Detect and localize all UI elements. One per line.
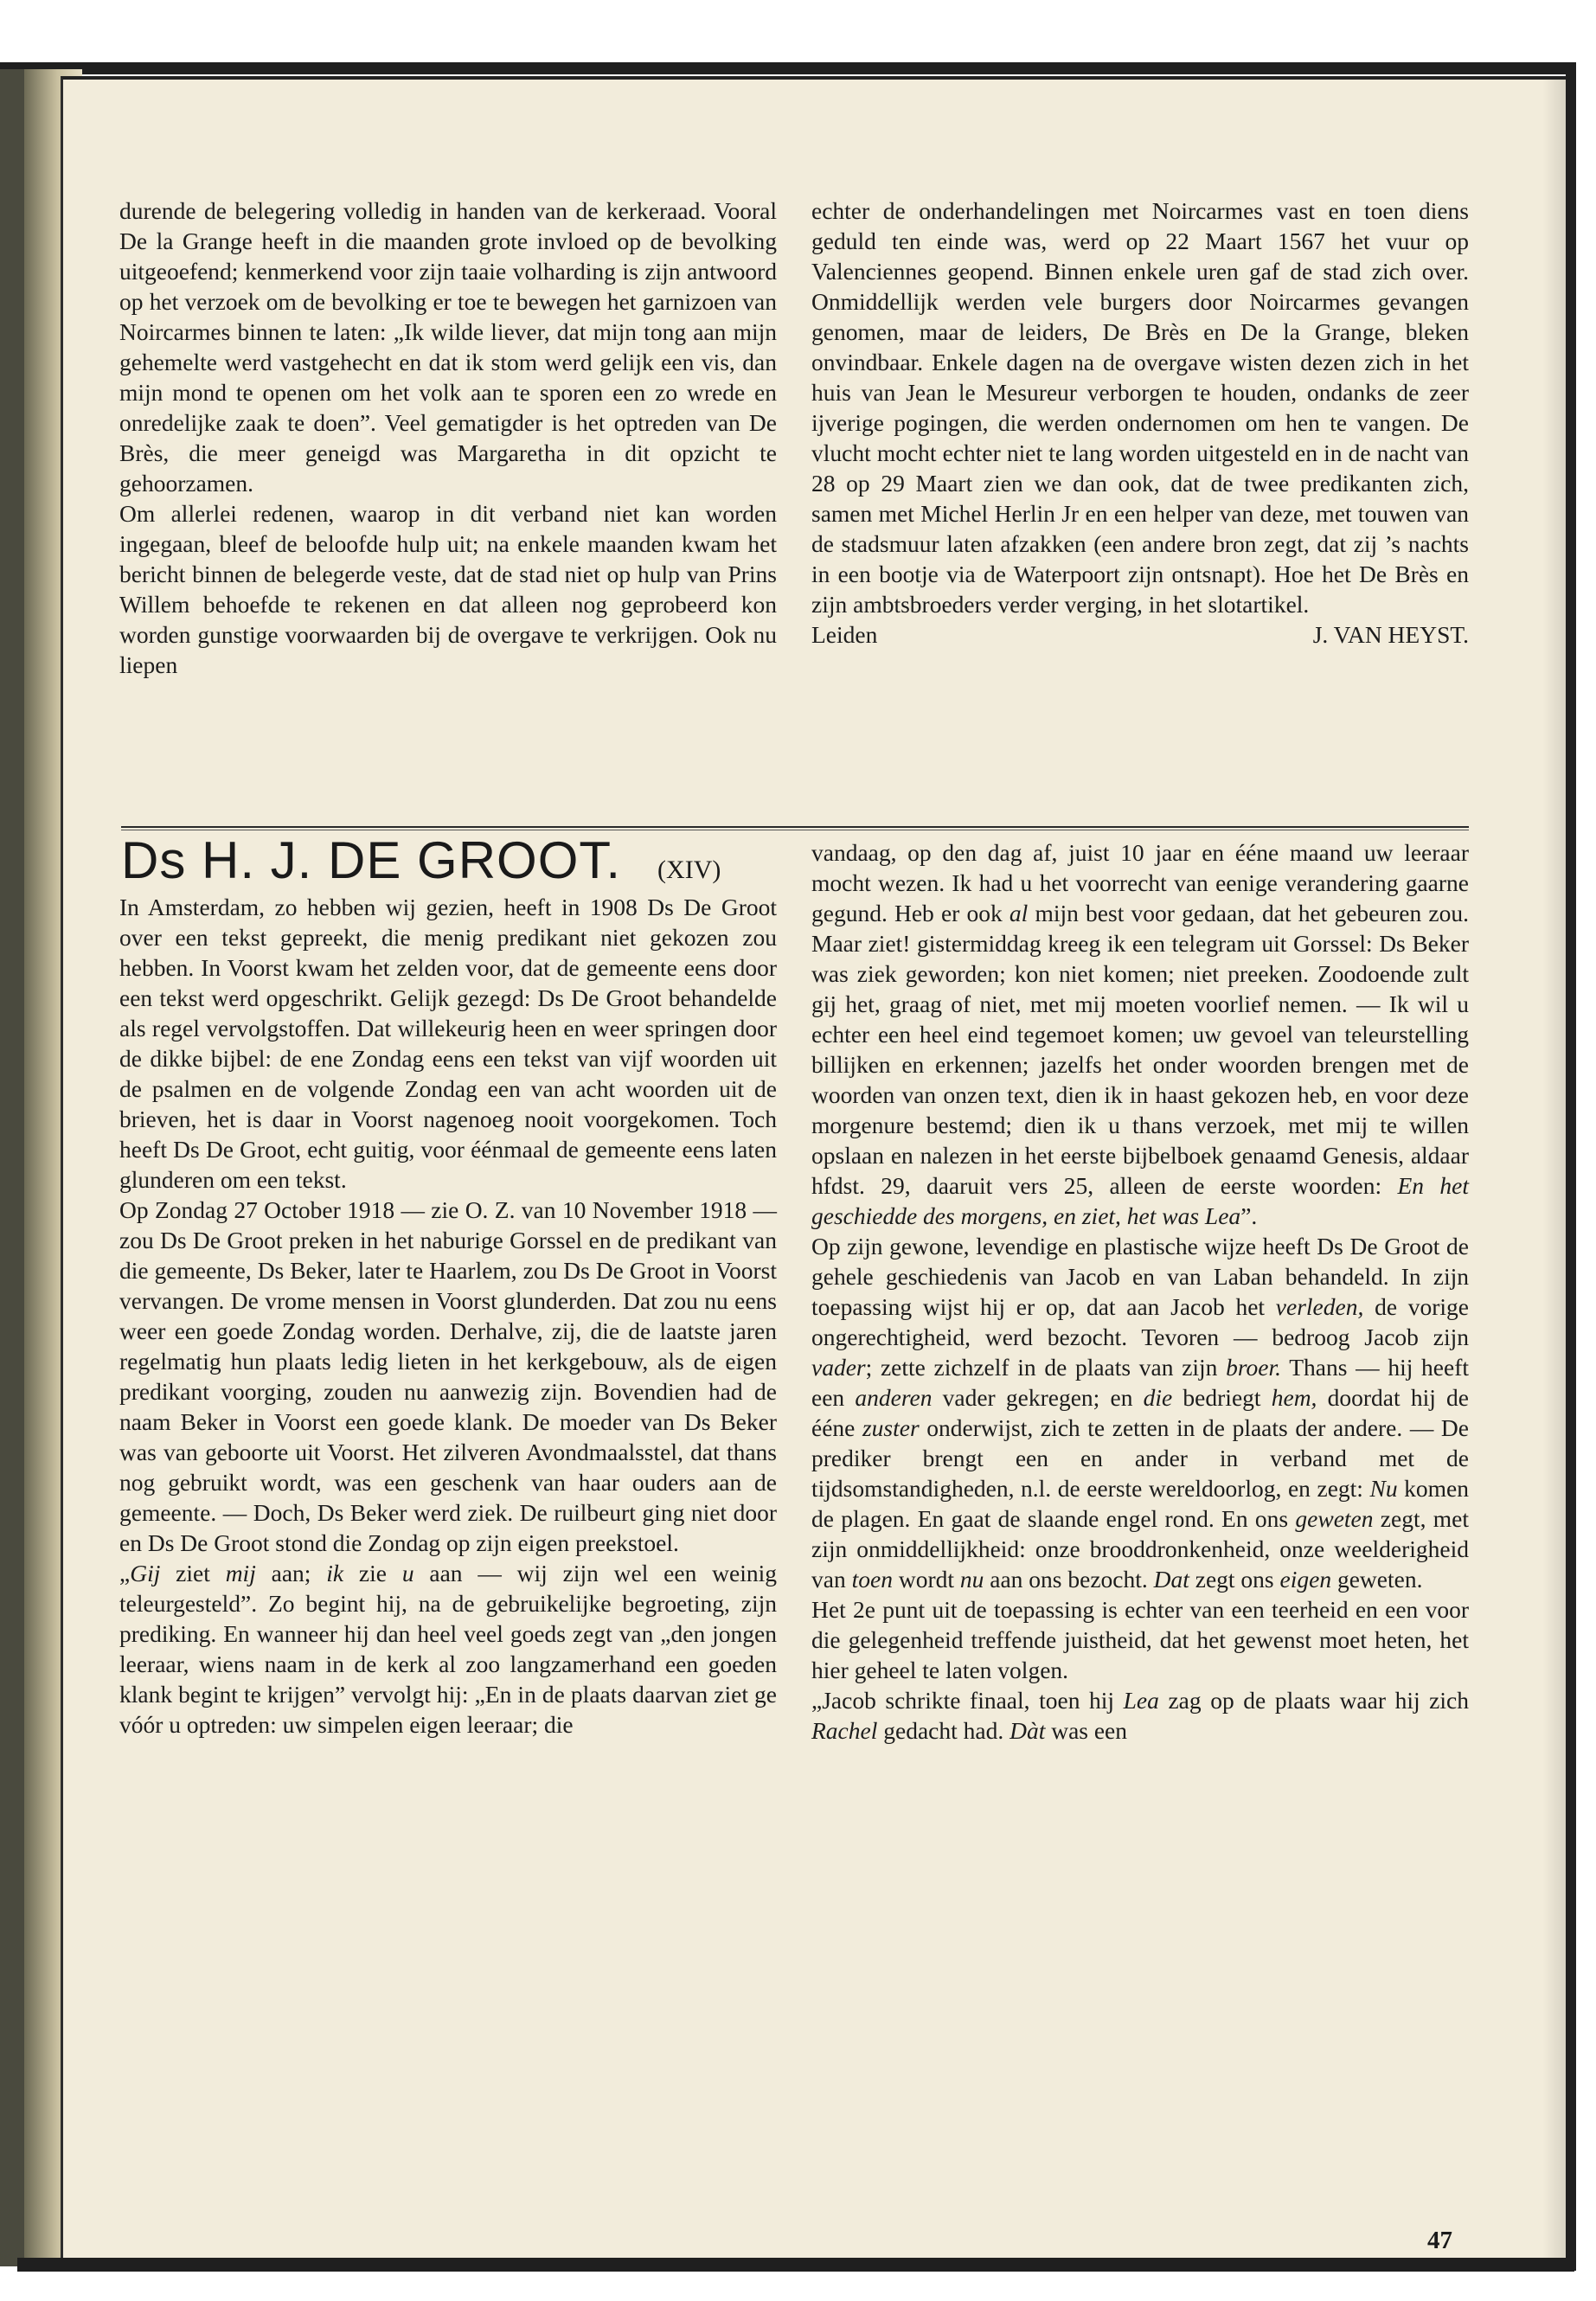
text-run: zegt ons: [1189, 1566, 1280, 1593]
italic-text: mij: [225, 1560, 256, 1586]
prev-article-left-column: [119, 195, 777, 680]
text-run: „: [119, 1560, 131, 1586]
text-run: aan ons bezocht.: [984, 1566, 1154, 1593]
text-run: was een: [1045, 1717, 1128, 1744]
signature-author: J. VAN HEYST.: [1312, 621, 1469, 648]
text-run: mijn best voor gedaan, dat het gebeuren zou. Maar ziet! gistermiddag kreeg ik een telegram uit Gorssel: Ds Beker was ziek geworden; kon niet komen; niet preeken. Zoodoende zult gij het, graag of niet, met mij moeten voorlief nemen. — Ik wil u echter een heel eind tegemoet komen; uw gevoel van teleurstelling billijken en erkennen; jazelfs het onder woorden brengen met de woorden van onzen text, dien ik in haast gekozen heb, en voor deze morgenure bestemd; dien ik u thans verzoek, met mij te willen opslaan en nalezen in het eerste bijbelboek genaamd Genesis, aldaar hfdst. 29, daaruit vers 25, alleen de eerste woorden:: [811, 900, 1469, 1199]
italic-text: Nu: [1369, 1475, 1398, 1502]
italic-text: u: [401, 1560, 414, 1586]
article-title-main: Ds H. J. DE GROOT.: [121, 831, 622, 889]
text-run: vader gekregen; en: [932, 1384, 1144, 1411]
article-part-number: (XIV): [657, 856, 721, 884]
text-run: vandaag, op den dag af, juist 10 jaar en éénе maand uw leeraar mocht wezen. Ik had u het voorrecht van eenige verandering gaarne gegund. Heb er ook: [811, 839, 1469, 926]
section-divider: [121, 826, 1469, 828]
text-run: aan;: [255, 1560, 327, 1586]
italic-text: geweten: [1295, 1505, 1374, 1532]
paragraph: [811, 837, 1469, 1231]
paragraph: [811, 1685, 1469, 1746]
text-run: Thans — hij heeft een: [811, 1354, 1470, 1411]
signature-place: Leiden: [811, 621, 878, 648]
text-run: onderwijst, zich te zetten in de plaats der andere. — De prediker brengt een en ander in verband met de tijdsomstandigheden, n.l. de eerste wereldoorlog, en zegt:: [811, 1414, 1469, 1502]
article-left-column: [119, 892, 777, 1740]
article-title: [121, 830, 787, 891]
text-run: ; zette zichzelf in de plaats van zijn: [865, 1354, 1227, 1381]
italic-text: Rachel: [811, 1717, 878, 1744]
text-run: komen de plagen. En gaat de slaande engel rond. En ons: [811, 1475, 1469, 1532]
italic-text: anderen: [855, 1384, 933, 1411]
text-run: doordat hij de éénе: [811, 1384, 1469, 1441]
prev-article-right-column: [811, 195, 1469, 650]
text-run: bedriegt: [1172, 1384, 1272, 1411]
text-run: zie: [343, 1560, 402, 1586]
paragraph: Om allerlei redenen, waarop in dit verband niet kan worden ingegaan, bleef de beloofde hulp uit; na enkele maanden kwam het bericht binnen de belegerde veste, dat de stad niet op hulp van Prins Willem behoefde te rekenen en dat alleen nog geprobeerd kon worden gunstige voorwaarden bij de overgave te verkrijgen. Ook nu liepen: [119, 500, 777, 678]
book-cover-edge: [0, 69, 24, 2266]
book-frame-right: [1566, 65, 1576, 2271]
text-run: wordt: [892, 1566, 960, 1593]
italic-text: nu: [959, 1566, 984, 1593]
paragraph: Het 2e punt uit de toepassing is echter van een teerheid en een voor die gelegenheid treffende juistheid, dat het gewenst moet heten, het hier geheel te laten volgen.: [811, 1596, 1469, 1683]
text-run: Op zijn gewone, levendige en plastische wijze heeft Ds De Groot de gehele geschiedenis van Jacob en van Laban behandeld. In zijn toepassing wijst hij er op, dat aan Jacob het: [811, 1233, 1469, 1320]
italic-text: Dàt: [1010, 1717, 1046, 1744]
italic-text: eigen: [1279, 1566, 1332, 1593]
article-right-column: [811, 837, 1469, 1746]
italic-text: En het geschiedde des morgens, en ziet, het was Lea: [811, 1172, 1469, 1229]
book-frame-bottom: [17, 2258, 1574, 2272]
italic-text: hem,: [1271, 1384, 1317, 1411]
paragraph: [811, 1231, 1469, 1594]
paragraph: echter de onderhandelingen met Noircarmes vast en toen diens geduld ten einde was, werd op 22 Maart 1567 het vuur op Valenciennes geopend. Binnen enkele uren gaf de stad zich over. Onmiddellijk werden vele burgers door Noircarmes gevangen genomen, maar de leiders, De Brès en De la Grange, bleken onvindbaar. Enkele dagen na de overgave wisten dezen zich in het huis van Jean le Mesureur verborgen te houden, ondanks de zeer ijverige pogingen, die werden ondernomen om hen te vangen. De vlucht mocht echter niet te lang worden uitgesteld en in de nacht van 28 op 29 Maart zien we dan ook, dat de twee predikanten zich, samen met Michel Herlin Jr en een helper van deze, met touwen van de stadsmuur laten afzakken (een andere bron zegt, dat zij ’s nachts in een bootje via de Waterpoort zijn ontsnapt). Hoe het De Brès en zijn ambtsbroeders verder verging, in het slotartikel.: [811, 197, 1469, 618]
text-run: gedacht had.: [877, 1717, 1010, 1744]
page-shadow: [1542, 80, 1568, 2264]
italic-text: verleden,: [1275, 1293, 1364, 1320]
text-run: ziet: [160, 1560, 226, 1586]
paragraph: [119, 1558, 777, 1740]
paragraph: durende de belegering volledig in handen van de kerkeraad. Vooral De la Grange heeft in die maanden grote invloed op de bevolking uitgeoefend; kenmerkend voor zijn taaie volharding is zijn antwoord op het verzoek om de bevolking er toe te bewegen het garnizoen van Noircarmes binnen te laten: „Ik wilde liever, dat mijn tong aan mijn gehemelte werd vastgehecht en dat ik stom werd gelijk een vis, dan mijn mond te openen om het volk aan te sporen een zo wrede en onredelijke zaak te doen”. Veel gematigder is het optreden van De Brès, die meer geneigd was Margaretha in dit opzicht te gehoorzamen.: [119, 197, 777, 497]
italic-text: Dat: [1153, 1566, 1189, 1593]
italic-text: toen: [851, 1566, 893, 1593]
text-run: zag op de plaats waar hij zich: [1158, 1687, 1469, 1714]
paragraph: Op Zondag 27 October 1918 — zie O. Z. van 10 November 1918 — zou Ds De Groot preken in het naburige Gorssel en de predikant van die gemeente, Ds Beker, later te Haarlem, zou Ds De Groot in Voorst vervangen. De vrome mensen in Voorst glunderden. Dat zou nu eens weer een goede Zondag worden. Derhalve, zij, die de laatste jaren regelmatig hun plaats ledig lieten in het kerkgebouw, als de eigen predikant voorging, zouden nu aanwezig zijn. Bovendien had de naam Beker in Voorst een goede klank. De moeder van Ds Beker was van geboorte uit Voorst. Het zilveren Avondmaalsstel, dat thans nog gebruikt wordt, was een geschenk van haar ouders aan de gemeente. — Doch, Ds Beker werd ziek. De ruilbeurt ging niet door en Ds De Groot stond die Zondag op zijn eigen preekstoel.: [119, 1196, 777, 1556]
text-run: „Jacob schrikte finaal, toen hij: [811, 1687, 1124, 1714]
italic-text: die: [1143, 1384, 1173, 1411]
italic-text: Lea: [1123, 1687, 1159, 1714]
italic-text: broer.: [1226, 1354, 1282, 1381]
page-number: 47: [1427, 2227, 1452, 2254]
text-run: geweten.: [1331, 1566, 1423, 1593]
italic-text: ik: [326, 1560, 344, 1586]
italic-text: zuster: [862, 1414, 920, 1441]
text-run: zegt, met zijn onmiddellijkheid: onze brooddronkenheid, onze weelderigheid van: [811, 1505, 1469, 1593]
paragraph: In Amsterdam, zo hebben wij gezien, heeft in 1908 Ds De Groot over een tekst gepreekt, die menig predikant niet gekozen zou hebben. In Voorst kwam het zelden voor, dat de gemeente eens door een tekst werd opgeschrikt. Gelijk gezegd: Ds De Groot behandelde als regel vervolgstoffen. Dat willekeurig heen en weer springen door de dikke bijbel: de ene Zondag eens een tekst van vijf woorden uit de psalmen en de volgende Zondag een van acht woorden uit de brieven, het is daar in Voorst nagenoeg nooit voorgekomen. Toch heeft Ds De Groot, echt guitig, voor éénmaal de gemeente eens laten glunderen om een tekst.: [119, 894, 777, 1193]
signature-line: [811, 619, 1469, 650]
text-run: aan — wij zijn wel een weinig teleurgesteld”. Zo begint hij, na de gebruikelijke begroeting, zijn prediking. En wanneer hij dan heel veel goeds zegt van „den jongen leeraar, wiens naam in de kerk al zoo langzamerhand een goeden klank begint te krijgen” vervolgt hij: „En in de plaats daarvan ziet ge vóór u optreden: uw simpelen eigen leeraar; die: [119, 1560, 777, 1738]
text-run: de vorige ongerechtigheid, werd bezocht. Tevoren — bedroog Jacob zijn: [811, 1293, 1469, 1350]
italic-text: vader: [811, 1354, 866, 1381]
text-run: ”.: [1240, 1202, 1258, 1229]
italic-text: Gij: [130, 1560, 161, 1586]
book-frame-top: [0, 62, 1576, 74]
italic-text: al: [1009, 900, 1029, 926]
